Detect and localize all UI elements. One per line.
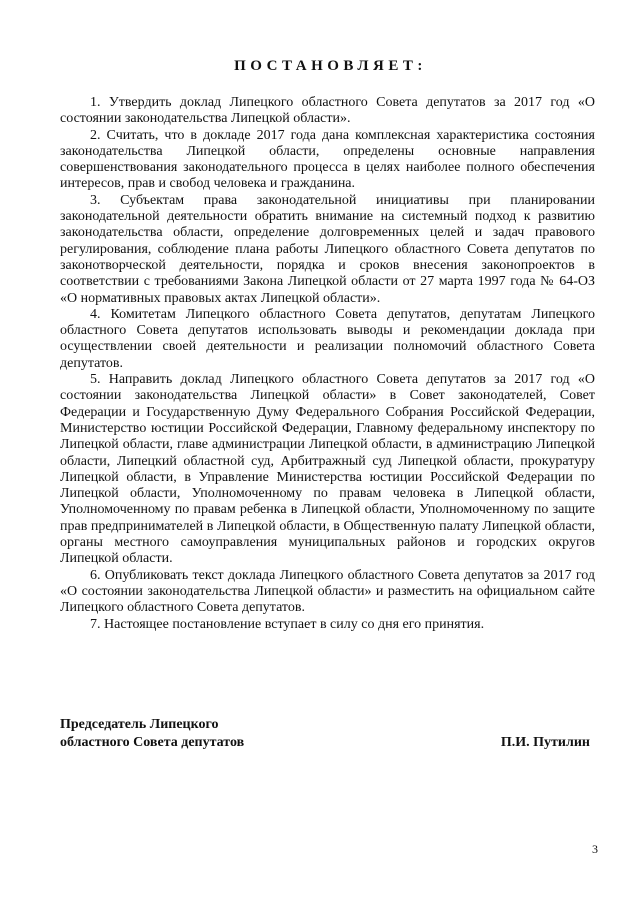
signature-block [60,716,590,752]
page-number: 3 [592,842,598,856]
document-heading: ПОСТАНОВЛЯЕТ: [234,58,427,74]
signature-line [60,734,590,752]
paragraph-7: 7. Настоящее постановление вступает в силу со дня его принятия. [90,616,485,632]
document-body [60,58,595,633]
paragraph-1: 1. Утвердить доклад Липецкого областного Совета депутатов за 2017 год «О состоянии законодательства Липецкой области». [60,95,595,127]
paragraph-5: 5. Направить доклад Липецкого областного Совета депутатов за 2017 год «О состоянии законодательства Липецкой области» в Совет законодателей, Совет Федерации и Государственную Думу Федерального Собрания Российской Федерации, Министерство юстиции Российской Федерации, Главному федеральному инспектору по Липецкой области, главе администрации Липецкой области, в администрацию Липецкой области, Липецкий областной суд, Арбитражный суд Липецкой области, прокуратуру Липецкой области, в Управление Министерства юстиции Российской Федерации по Липецкой области, Уполномоченному по правам человека в Липецкой области, Уполномоченному по правам ребенка в Липецкой области, Уполномоченному по защите прав предпринимателей в Липецкой области, в Общественную палату Липецкой области, органы местного самоуправления муниципальных районов и городских округов Липецкой области. [60,372,595,567]
signatory-title-line1: Председатель Липецкого [60,717,219,732]
paragraph-2: 2. Считать, что в докладе 2017 года дана комплексная характеристика состояния законодательства Липецкой области, определены основные направления совершенствования законодательного процесса в целях наиболее полного обеспечения интересов, прав и свобод человека и гражданина. [60,127,595,192]
signatory-name: П.И. Путилин [500,735,590,750]
paragraph-3: 3. Субъектам права законодательной инициативы при планировании законодательной деятельности обратить внимание на системный подход к развитию законодательства области, определение долговременных целей и задач правового регулирования, соблюдение плана работы Липецкого областного Совета депутатов по законотворческой деятельности, порядка и сроков внесения законопроектов в соответствии с требованиями Закона Липецкой области от 27 марта 1997 года № 64-ОЗ «О нормативных правовых актах Липецкой области». [60,192,595,306]
paragraph-4: 4. Комитетам Липецкого областного Совета депутатов, депутатам Липецкого областного Совета депутатов использовать выводы и рекомендации доклада при осуществлении своей деятельности и реализации полномочий областного Совета депутатов. [60,306,595,371]
paragraph-6: 6. Опубликовать текст доклада Липецкого областного Совета депутатов за 2017 год «О состоянии законодательства Липецкой области» и разместить на официальном сайте Липецкого областного Совета депутатов. [60,567,595,616]
signatory-title-line2: областного Совета депутатов [60,735,245,750]
